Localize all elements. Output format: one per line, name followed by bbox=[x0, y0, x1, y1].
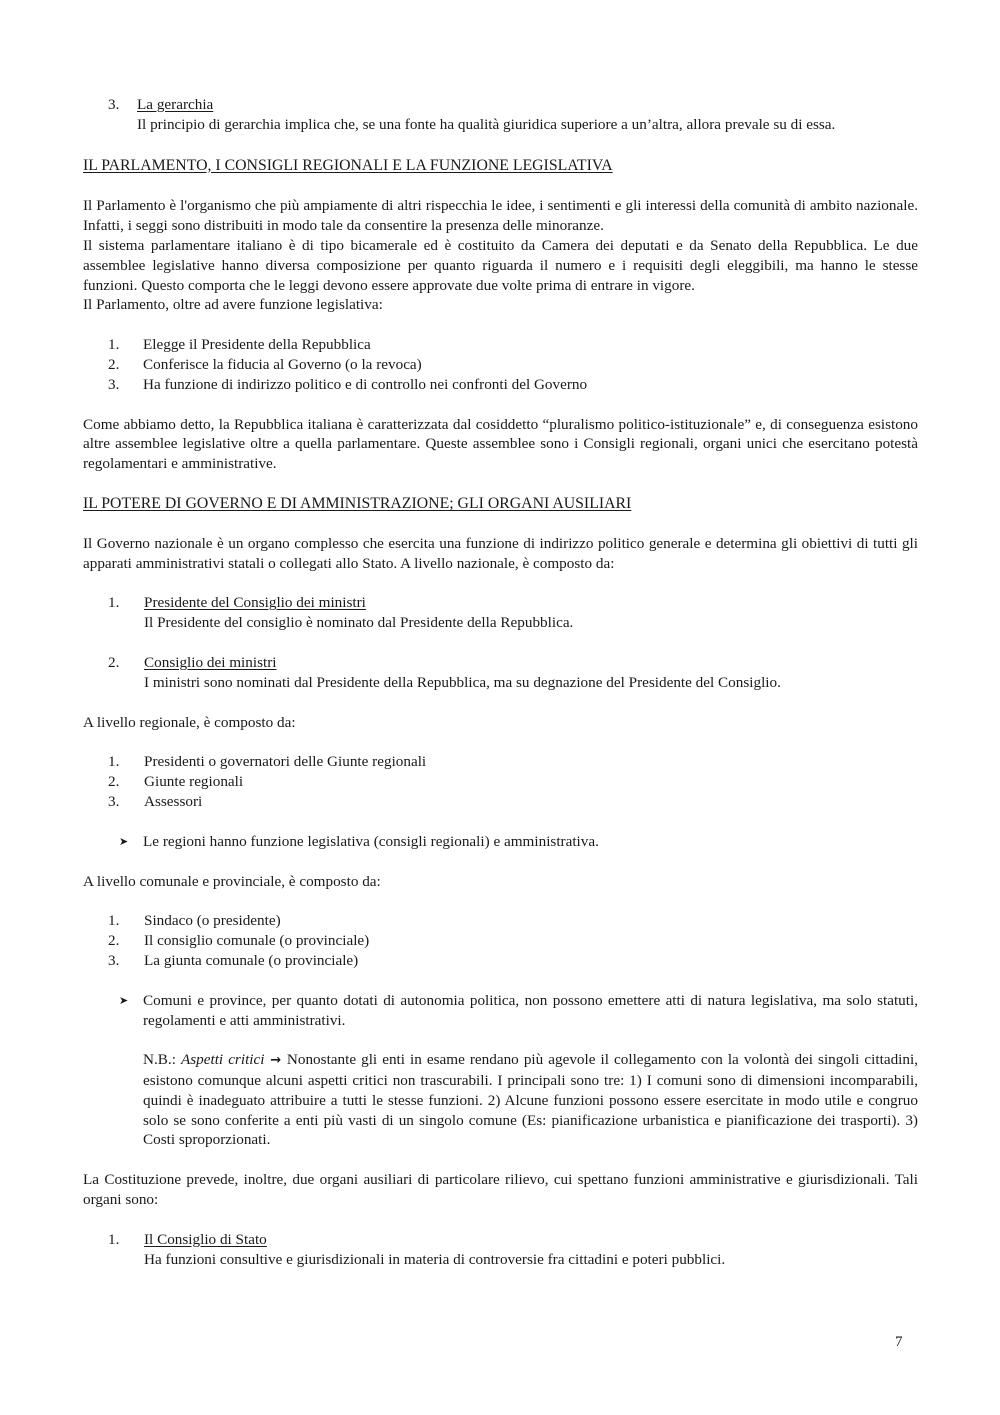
list-number: 1. bbox=[108, 1230, 120, 1248]
list-item-text: Elegge il Presidente della Repubblica bbox=[143, 336, 371, 354]
list-item-text: Sindaco (o presidente) bbox=[144, 912, 281, 930]
list-item-text: Giunte regionali bbox=[144, 773, 244, 791]
paragraph: A livello regionale, è composto da: bbox=[83, 713, 296, 731]
list-number: 1. bbox=[108, 336, 120, 354]
list-item-text: Ha funzione di indirizzo politico e di controllo nei confronti del Governo bbox=[143, 375, 588, 393]
list-item bbox=[83, 593, 918, 633]
list-item-title: Il Consiglio di Stato bbox=[144, 1230, 267, 1248]
bullet-item bbox=[83, 832, 918, 852]
list-item-text: La giunta comunale (o provinciale) bbox=[144, 951, 359, 969]
list-item bbox=[83, 792, 918, 812]
paragraph: La Costituzione prevede, inoltre, due organi ausiliari di particolare rilievo, cui spettano funzioni amministrative e giurisdizionali. Tali organi sono: bbox=[83, 1171, 918, 1209]
list-item-title: La gerarchia bbox=[137, 96, 214, 113]
page-number: 7 bbox=[895, 1334, 903, 1350]
list-item-text: I ministri sono nominati dal Presidente della Repubblica, ma su degnazione del Presidente del Consiglio. bbox=[144, 673, 781, 691]
list-item-text: Ha funzioni consultive e giurisdizionali in materia di controversie fra cittadini e poteri pubblici. bbox=[144, 1250, 726, 1268]
list-item-text: Il principio di gerarchia implica che, se una fonte ha qualità giuridica superiore a un’altra, allora prevale su di essa. bbox=[137, 115, 836, 133]
list-item bbox=[83, 951, 918, 971]
document-page bbox=[83, 95, 918, 1269]
list-item-text: Il Presidente del consiglio è nominato dal Presidente della Repubblica. bbox=[144, 614, 574, 632]
paragraph: Il Governo nazionale è un organo complesso che esercita una funzione di indirizzo politico generale e determina gli obiettivi di tutti gli apparati amministrativi statali o collegati allo Stato. A livello nazionale, è composto da: bbox=[83, 534, 918, 572]
right-arrow-icon: → bbox=[264, 1053, 287, 1069]
list-number: 2. bbox=[108, 355, 120, 373]
paragraph: A livello comunale e provinciale, è composto da: bbox=[83, 872, 381, 890]
list-item-text: Il consiglio comunale (o provinciale) bbox=[144, 932, 370, 950]
list-number: 3. bbox=[108, 96, 120, 113]
paragraph: Come abbiamo detto, la Repubblica italiana è caratterizzata dal cosiddetto “pluralismo politico-istituzionale” e, di conseguenza esistono altre assemblee legislative oltre a quella parlamentare. Queste assemblee sono i Consigli regionali, organi unici che esercitano potestà regolamentari e amministrative. bbox=[83, 415, 918, 473]
bullet-text: Comuni e province, per quanto dotati di autonomia politica, non possono emettere atti di natura legislativa, ma solo statuti, regolamenti e atti amministrativi. bbox=[143, 991, 918, 1029]
list-number: 3. bbox=[108, 951, 120, 969]
list-number: 3. bbox=[108, 792, 120, 810]
nb-label: Aspetti critici bbox=[180, 1051, 265, 1069]
section-heading-parlamento: IL PARLAMENTO, I CONSIGLI REGIONALI E LA FUNZIONE LEGISLATIVA bbox=[83, 156, 613, 174]
list-item-gerarchia bbox=[83, 95, 918, 135]
list-number: 1. bbox=[108, 912, 120, 930]
arrowhead-bullet-icon: ➤ bbox=[119, 834, 129, 848]
list-item bbox=[83, 931, 918, 951]
nb-text: Nonostante gli enti in esame rendano più agevole il collegamento con la volontà dei singoli cittadini, esistono comunque alcuni aspetti critici non trascurabili. I principali sono tre: 1) I comuni sono di dimensioni incomparabili, quindi è inadeguato attribuire a tutti le stesse funzioni. 2) Alcune funzioni possono essere esercitate in modo utile e congruo solo se sono conferite a enti più vasti di un singolo comune (Es: pianificazione urbanistica e pianificazione dei trasporti). 3) Costi sproporzionati. bbox=[143, 1051, 918, 1149]
list-item-text: Assessori bbox=[144, 792, 203, 810]
list-item bbox=[83, 355, 918, 375]
nb-prefix: N.B.: bbox=[143, 1051, 181, 1069]
nota-bene bbox=[83, 1050, 918, 1150]
arrowhead-bullet-icon: ➤ bbox=[119, 993, 129, 1007]
list-item-text: Conferisce la fiducia al Governo (o la revoca) bbox=[143, 355, 422, 373]
list-item-title: Consiglio dei ministri bbox=[144, 653, 277, 671]
paragraph: Il Parlamento, oltre ad avere funzione legislativa: bbox=[83, 296, 383, 314]
list-number: 2. bbox=[108, 932, 120, 950]
list-item bbox=[83, 375, 918, 395]
section-heading-governo: IL POTERE DI GOVERNO E DI AMMINISTRAZIONE; GLI ORGANI AUSILIARI bbox=[83, 494, 632, 512]
list-number: 2. bbox=[108, 773, 120, 791]
list-number: 1. bbox=[108, 594, 120, 612]
list-number: 1. bbox=[108, 753, 120, 771]
list-item bbox=[83, 1230, 918, 1270]
list-item-title: Presidente del Consiglio dei ministri bbox=[144, 594, 366, 612]
bullet-text: Le regioni hanno funzione legislativa (consigli regionali) e amministrativa. bbox=[143, 832, 599, 850]
list-item bbox=[83, 911, 918, 931]
list-number: 3. bbox=[108, 375, 120, 393]
paragraph: Il sistema parlamentare italiano è di tipo bicamerale ed è costituito da Camera dei deputati e da Senato della Repubblica. Le due assemblee legislative hanno diversa composizione per quanto riguarda il numero e i requisiti degli eleggibili, ma hanno le stesse funzioni. Questo comporta che le leggi devono essere approvate due volte prima di entrare in vigore. bbox=[83, 236, 918, 294]
list-item bbox=[83, 335, 918, 355]
list-number: 2. bbox=[108, 653, 120, 671]
list-item bbox=[83, 772, 918, 792]
bullet-item bbox=[83, 991, 918, 1031]
list-item bbox=[83, 752, 918, 772]
paragraph: Il Parlamento è l'organismo che più ampiamente di altri rispecchia le idee, i sentimenti e gli interessi della comunità di ambito nazionale. Infatti, i seggi sono distribuiti in modo tale da consentire la presenza delle minoranze. bbox=[83, 197, 918, 235]
list-item-text: Presidenti o governatori delle Giunte regionali bbox=[144, 753, 427, 771]
list-item bbox=[83, 653, 918, 693]
